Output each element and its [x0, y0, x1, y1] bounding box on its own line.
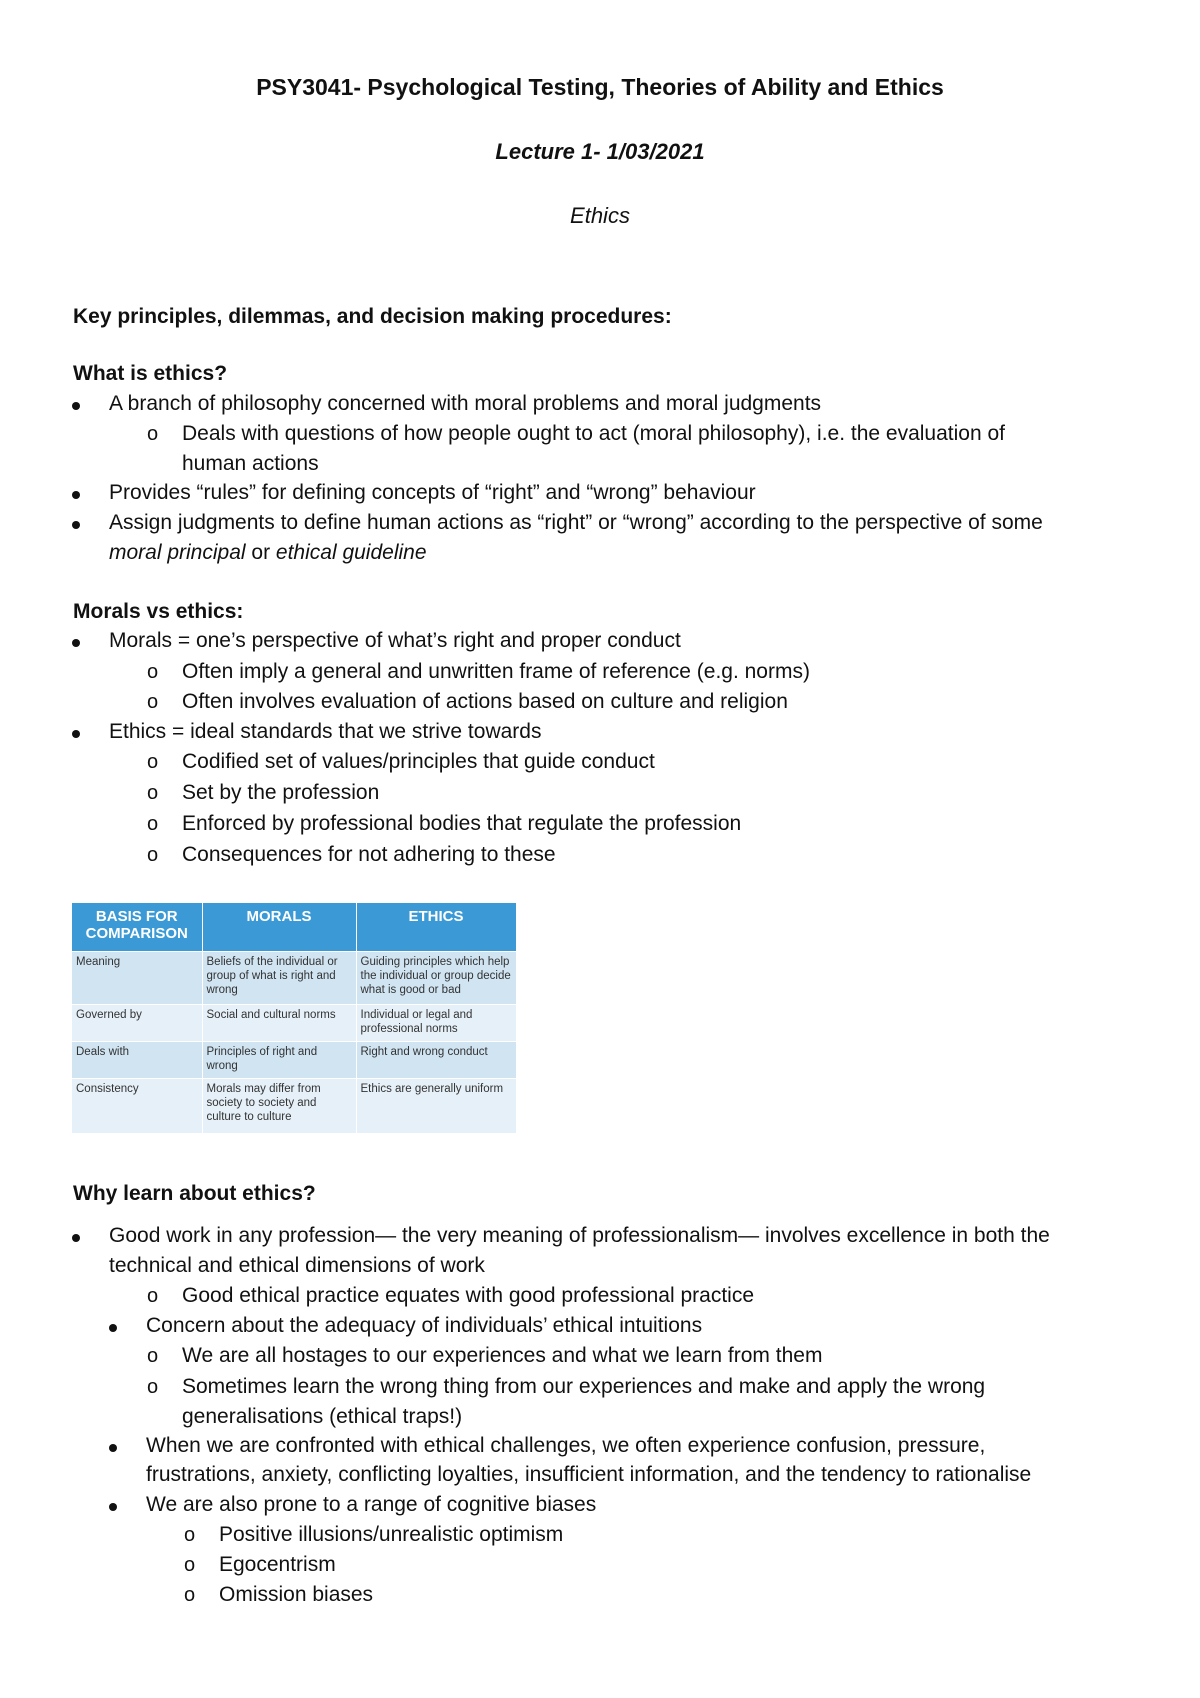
list-item: Often imply a general and unwritten frame of reference (e.g. norms) — [182, 660, 810, 683]
table-cell: Beliefs of the individual or group of what is right and wrong — [202, 952, 356, 1005]
table-header-cell: ETHICS — [356, 903, 516, 952]
bullet-icon — [72, 639, 80, 647]
sub-bullet-icon: o — [147, 813, 159, 835]
sub-bullet-icon: o — [147, 782, 159, 804]
list-item: Sometimes learn the wrong thing from our experiences and make and apply the wrong — [182, 1375, 986, 1398]
list-item: Codified set of values/principles that guide conduct — [182, 750, 655, 773]
sub-bullet-icon: o — [147, 661, 159, 683]
table-cell: Ethics are generally uniform — [356, 1079, 516, 1134]
bullet-icon — [109, 1503, 117, 1511]
list-item: Good work in any profession— the very meaning of professionalism— involves excellence in both the — [109, 1224, 1050, 1247]
list-item: Deals with questions of how people ought to act (moral philosophy), i.e. the evaluation of — [182, 422, 1005, 445]
bullet-icon — [72, 402, 80, 410]
table-cell: Guiding principles which help the individual or group decide what is good or bad — [356, 952, 516, 1005]
list-item: Set by the profession — [182, 781, 380, 804]
morals-vs-ethics-heading: Morals vs ethics: — [73, 600, 244, 623]
sub-bullet-icon: o — [147, 691, 159, 713]
bullet-icon — [109, 1444, 117, 1452]
sub-bullet-icon: o — [147, 1376, 159, 1398]
table-cell: Governed by — [72, 1005, 202, 1042]
sub-bullet-icon: o — [147, 751, 159, 773]
list-item: A branch of philosophy concerned with moral problems and moral judgments — [109, 392, 822, 415]
bullet-icon — [109, 1324, 117, 1332]
table-cell: Principles of right and wrong — [202, 1042, 356, 1079]
table-row — [72, 1079, 516, 1134]
sub-bullet-icon: o — [184, 1584, 196, 1606]
list-item-continued: human actions — [182, 452, 319, 475]
key-principles-heading: Key principles, dilemmas, and decision making procedures: — [73, 305, 672, 328]
list-item: When we are confronted with ethical challenges, we often experience confusion, pressure, — [146, 1434, 986, 1457]
sub-bullet-icon: o — [147, 1285, 159, 1307]
morals-vs-ethics-table — [72, 903, 517, 1133]
bullet-icon — [72, 1234, 80, 1242]
sub-bullet-icon: o — [184, 1554, 196, 1576]
bullet-icon — [72, 730, 80, 738]
bullet-icon — [72, 521, 80, 529]
sub-bullet-icon: o — [147, 1345, 159, 1367]
what-is-ethics-heading: What is ethics? — [73, 362, 228, 385]
table-row — [72, 1005, 516, 1042]
table-row — [72, 1042, 516, 1079]
table-cell: Consistency — [72, 1079, 202, 1134]
list-item: We are also prone to a range of cognitive biases — [146, 1493, 597, 1516]
table-header-row — [72, 903, 516, 952]
list-item-continued: technical and ethical dimensions of work — [109, 1254, 485, 1277]
sub-bullet-icon: o — [184, 1524, 196, 1546]
table-cell: Right and wrong conduct — [356, 1042, 516, 1079]
list-item: Good ethical practice equates with good professional practice — [182, 1284, 755, 1307]
list-item: Often involves evaluation of actions based on culture and religion — [182, 690, 788, 713]
italic-term: ethical guideline — [275, 541, 427, 564]
table-header-cell: MORALS — [202, 903, 356, 952]
list-item: Concern about the adequacy of individuals’ ethical intuitions — [146, 1314, 703, 1337]
connector-text: or — [245, 541, 276, 564]
table-cell: Social and cultural norms — [202, 1005, 356, 1042]
list-item: We are all hostages to our experiences and what we learn from them — [182, 1344, 823, 1367]
table-row — [72, 952, 516, 1005]
list-item-continued: generalisations (ethical traps!) — [182, 1405, 463, 1428]
table-cell: Morals may differ from society to society and culture to culture — [202, 1079, 356, 1134]
list-item: Morals = one’s perspective of what’s right and proper conduct — [109, 629, 681, 652]
lecture-topic: Ethics — [570, 203, 630, 228]
list-item: Enforced by professional bodies that regulate the profession — [182, 812, 742, 835]
list-item: Ethics = ideal standards that we strive towards — [109, 720, 542, 743]
document-title: PSY3041- Psychological Testing, Theories of Ability and Ethics — [256, 74, 944, 100]
table-cell: Individual or legal and professional norms — [356, 1005, 516, 1042]
table-cell: Deals with — [72, 1042, 202, 1079]
list-item: Provides “rules” for defining concepts of “right” and “wrong” behaviour — [109, 481, 756, 504]
lecture-date: Lecture 1- 1/03/2021 — [495, 139, 705, 164]
table-header-cell: BASIS FOR COMPARISON — [72, 903, 202, 952]
list-item: Egocentrism — [219, 1553, 336, 1576]
list-item-continued: frustrations, anxiety, conflicting loyalties, insufficient information, and the tendency to rationalise — [146, 1463, 1032, 1486]
sub-bullet-icon: o — [147, 423, 159, 445]
list-item: Assign judgments to define human actions as “right” or “wrong” according to the perspective of some — [109, 511, 1043, 534]
why-learn-heading: Why learn about ethics? — [73, 1182, 316, 1205]
sub-bullet-icon: o — [147, 844, 159, 866]
bullet-icon — [72, 491, 80, 499]
italic-term: moral principal — [109, 541, 246, 564]
table-cell: Meaning — [72, 952, 202, 1005]
list-item-continued — [109, 539, 427, 567]
list-item: Omission biases — [219, 1583, 374, 1606]
list-item: Consequences for not adhering to these — [182, 843, 556, 866]
list-item: Positive illusions/unrealistic optimism — [219, 1523, 564, 1546]
